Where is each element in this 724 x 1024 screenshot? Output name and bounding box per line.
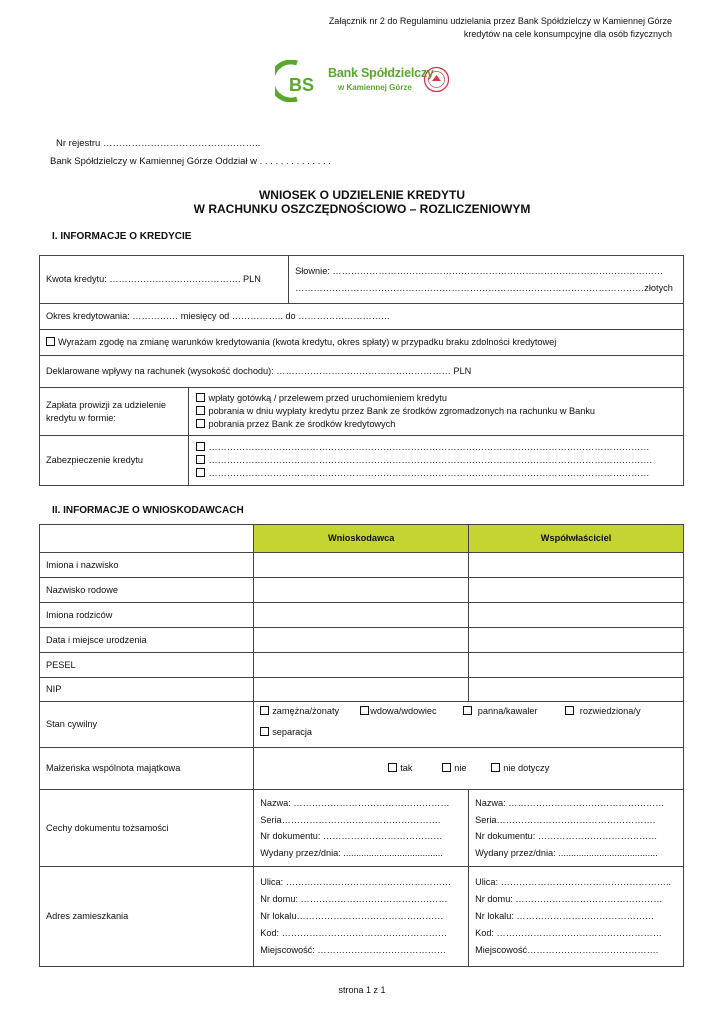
row-label-family-name: Nazwisko rodowe: [40, 578, 254, 603]
coowner-flat: Nr lokalu: ………………………………………: [475, 911, 655, 921]
page-number: strona 1 z 1: [338, 985, 386, 995]
registry-number: Nr rejestru …………………………………………..: [56, 138, 261, 149]
marital-checkbox-separation[interactable]: [260, 727, 269, 736]
coowner-pesel-field[interactable]: [469, 653, 684, 678]
collateral-option-1[interactable]: [196, 441, 677, 454]
collateral-option-2[interactable]: [196, 454, 677, 467]
seal-icon: [423, 66, 450, 93]
coowner-family-name-field[interactable]: [469, 578, 684, 603]
applicant-id-name: Nazwa: ……………………………………………: [260, 798, 450, 808]
marital-option-widowed-text: wdowa/wdowiec: [370, 706, 437, 716]
logo-name: Bank Spółdzielczy: [328, 66, 434, 80]
title-line-2: W RACHUNKU OSZCZĘDNOŚCIOWO – ROZLICZENIOWYM: [193, 202, 531, 216]
collateral-options: [189, 436, 684, 486]
coowner-id-name: Nazwa: ……………………………………………: [475, 798, 665, 808]
row-label-parents: Imiona rodziców: [40, 603, 254, 628]
fee-option-2[interactable]: [196, 405, 677, 418]
page-title: [0, 188, 724, 216]
marital-label: Stan cywilny: [40, 702, 254, 748]
coowner-parents-field[interactable]: [469, 603, 684, 628]
branch-line: Bank Spółdzielczy w Kamiennej Górze Oddział w . . . . . . . . . . . . . .: [50, 156, 331, 167]
logo-sub: w Kamiennej Górze: [338, 83, 412, 92]
applicant-house: Nr domu: …………………………………………: [260, 894, 448, 904]
coowner-postcode: Kod: ………………………………………………: [475, 928, 662, 938]
bank-logo: [275, 60, 455, 102]
income-cell[interactable]: Deklarowane wpływy na rachunek (wysokość dochodu): ………………………………………………… PLN: [40, 356, 684, 388]
coowner-names-field[interactable]: [469, 553, 684, 578]
applicant-id-fields[interactable]: [254, 790, 469, 867]
coowner-birth-field[interactable]: [469, 628, 684, 653]
coowner-id-issued: Wydany przez/dnia: .......................................: [475, 847, 658, 858]
collateral-line-1: ………………………………………………………………………………………………………………………………: [208, 442, 650, 452]
applicant-nip-field[interactable]: [254, 678, 469, 702]
collateral-checkbox-1[interactable]: [196, 442, 205, 451]
coowner-street: Ulica: ………………………………………………..: [475, 877, 672, 887]
consent-text: Wyrażam zgodę na zmianę warunków kredytowania (kwota kredytu, okres spłaty) w przypadku braku zdolności kredytowej: [58, 337, 557, 347]
property-options: [254, 748, 684, 790]
coowner-city: Miejscowość…………………………………….: [475, 945, 659, 955]
applicant-id-issued: Wydany przez/dnia: .......................................: [260, 847, 443, 858]
marital-option-divorced[interactable]: [565, 705, 640, 718]
applicant-id-series: Seria…………………………………………….: [260, 814, 441, 825]
fee-option-1[interactable]: [196, 392, 677, 405]
coowner-nip-field[interactable]: [469, 678, 684, 702]
marital-checkbox-single[interactable]: [463, 706, 472, 715]
fee-checkbox-1[interactable]: [196, 393, 205, 402]
coowner-id-fields[interactable]: [469, 790, 684, 867]
marital-option-married-text: zamężna/żonaty: [272, 706, 340, 716]
property-option-yes[interactable]: [388, 762, 412, 775]
property-option-no[interactable]: [442, 762, 466, 775]
property-checkbox-na[interactable]: [491, 763, 500, 772]
period-cell[interactable]: Okres kredytowania: …………… miesięcy od …………….. do …………………………: [40, 304, 684, 330]
applicant-birth-field[interactable]: [254, 628, 469, 653]
applicant-postcode: Kod: ………………………………………………: [260, 928, 448, 938]
words-line-2: ……………………………………………………………………………………………………złotych: [295, 282, 673, 293]
credit-info-table: [39, 255, 684, 486]
fee-checkbox-2[interactable]: [196, 406, 205, 415]
marital-option-married[interactable]: [260, 705, 339, 718]
col-coowner: Współwłaściciel: [469, 525, 684, 553]
col-applicant: Wnioskodawca: [254, 525, 469, 553]
marital-option-single-text: panna/kawaler: [477, 706, 538, 716]
applicant-names-field[interactable]: [254, 553, 469, 578]
applicant-street: Ulica: ………………………………………………: [260, 877, 452, 887]
property-label: Małżeńska wspólnota majątkowa: [40, 748, 254, 790]
header-note: [329, 15, 672, 41]
logo-mark: BS: [289, 75, 315, 95]
marital-option-divorced-text: rozwiedziona/y: [579, 706, 641, 716]
collateral-checkbox-3[interactable]: [196, 468, 205, 477]
applicant-address-fields[interactable]: [254, 867, 469, 967]
marital-checkbox-married[interactable]: [260, 706, 269, 715]
fee-option-3[interactable]: [196, 418, 677, 431]
collateral-line-2: ……………………………………………………………………………………………………………………………….: [208, 455, 653, 465]
marital-checkbox-widowed[interactable]: [360, 706, 369, 715]
fee-option-1-text: wpłaty gotówką / przelewem przed uruchomieniem kredytu: [208, 393, 447, 403]
property-option-yes-text: tak: [400, 762, 413, 773]
coowner-id-series: Seria…………………………………………….: [475, 814, 656, 825]
applicant-parents-field[interactable]: [254, 603, 469, 628]
row-label-pesel: PESEL: [40, 653, 254, 678]
amount-cell[interactable]: Kwota kredytu: ……………………………………. PLN: [40, 256, 289, 304]
coowner-id-number: Nr dokumentu: …………………………………: [475, 831, 658, 841]
applicant-flat: Nr lokalu…………………………………………: [260, 911, 444, 921]
applicants-table: [39, 524, 684, 967]
row-label-nip: NIP: [40, 678, 254, 702]
property-option-na[interactable]: [491, 762, 549, 775]
fee-option-2-text: pobrania w dniu wypłaty kredytu przez Bank ze środków zgromadzonych na rachunku w Banku: [208, 406, 596, 416]
marital-option-single[interactable]: [463, 705, 537, 718]
collateral-label: Zabezpieczenie kredytu: [40, 436, 189, 486]
property-checkbox-yes[interactable]: [388, 763, 397, 772]
collateral-line-3: ………………………………………………………………………………………………………………………………: [208, 468, 650, 478]
coowner-house: Nr domu: …………………………………………: [475, 894, 663, 904]
consent-cell[interactable]: [40, 330, 684, 356]
words-line-1: Słownie: ………………………………………………………………………………………………: [295, 265, 664, 276]
bs-logo-icon: [275, 60, 323, 102]
corner-cell: [40, 525, 254, 553]
property-option-no-text: nie: [454, 762, 467, 773]
section1-heading: I. INFORMACJE O KREDYCIE: [52, 231, 192, 242]
marital-option-separation[interactable]: [260, 726, 677, 739]
header-note-line-1: Załącznik nr 2 do Regulaminu udzielania przez Bank Spółdzielczy w Kamiennej Górze: [328, 16, 672, 26]
property-option-na-text: nie dotyczy: [503, 762, 550, 773]
words-cell[interactable]: [289, 256, 684, 304]
collateral-option-3[interactable]: [196, 467, 677, 480]
marital-option-separation-text: separacja: [272, 727, 313, 737]
applicant-family-name-field[interactable]: [254, 578, 469, 603]
fee-label: Zapłata prowizji za udzielenie kredytu w formie:: [40, 388, 189, 436]
row-label-birth: Data i miejsce urodzenia: [40, 628, 254, 653]
fee-options: [189, 388, 684, 436]
row-label-names: Imiona i nazwisko: [40, 553, 254, 578]
fee-option-3-text: pobrania przez Bank ze środków kredytowych: [208, 419, 396, 429]
coowner-address-fields[interactable]: [469, 867, 684, 967]
id-label: Cechy dokumentu tożsamości: [40, 790, 254, 867]
marital-option-widowed[interactable]: [360, 705, 436, 718]
applicant-pesel-field[interactable]: [254, 653, 469, 678]
header-note-line-2: kredytów na cele konsumpcyjne dla osób fizycznych: [463, 29, 672, 39]
property-checkbox-no[interactable]: [442, 763, 451, 772]
section2-heading: II. INFORMACJE O WNIOSKODAWCACH: [52, 505, 244, 516]
title-line-1: WNIOSEK O UDZIELENIE KREDYTU: [258, 188, 465, 202]
applicant-city: Miejscowość: ……………………………………: [260, 945, 447, 955]
address-label: Adres zamieszkania: [40, 867, 254, 967]
applicant-id-number: Nr dokumentu: …………………………………: [260, 831, 443, 841]
marital-checkbox-divorced[interactable]: [565, 706, 574, 715]
consent-checkbox[interactable]: [46, 337, 55, 346]
collateral-checkbox-2[interactable]: [196, 455, 205, 464]
fee-checkbox-3[interactable]: [196, 419, 205, 428]
marital-options: [254, 702, 684, 748]
